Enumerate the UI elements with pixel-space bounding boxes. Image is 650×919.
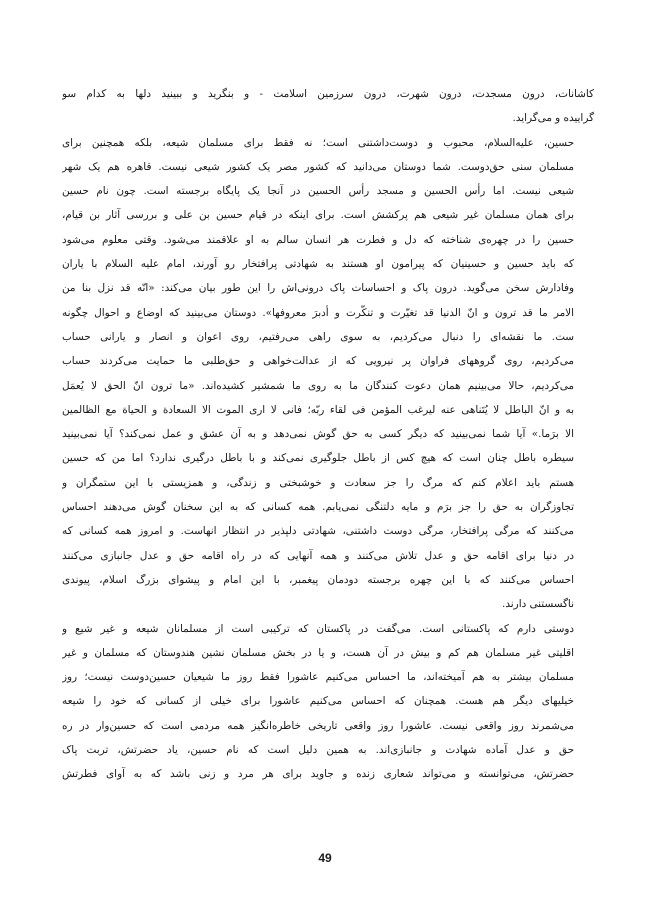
paragraph-3 [62, 617, 594, 787]
page-body [62, 82, 594, 787]
text-line: می‌شمرند روز واقعی نیست. عاشورا روز واقعی تاریخی خاطره‌انگیز همه مردمی است که حسین‌وار در ره [62, 719, 574, 732]
text-line: دوستی دارم که پاکستانی است. می‌گفت در پاکستان که ترکیبی است از مسلمانان شیعه و غیر شیع و [62, 622, 574, 635]
text-line: الا برَما.» آیا شما نمی‌بینید که دیگر کسی به حق گوش نمی‌دهد و به آن عشق و عمل نمی‌کند؟ آیا نمی‌بینید [62, 428, 574, 441]
text-line: تجاوزگران به حق را جز برَم و مایه دلتنگی نمی‌یابم. همه کسانی که به این سخنان گوش می‌دهند احساس [62, 501, 574, 514]
text-line: حسین، علیه‌السلام، محبوب و دوست‌داشتنی است؛ نه فقط برای مسلمان شیعه، بلکه همچنین برای [62, 136, 574, 149]
text-line: می‌کردیم، روی گروههای فراوان پر نیرویی که از عدالت‌خواهی و حق‌طلبی ما حمایت می‌کردند حساب [62, 355, 574, 368]
text-line: احساس می‌کنند که با این چهره برجسته دودمان پیغمبر، با این امام و پیشوای بزرگ اسلام، پیوندی [62, 573, 574, 586]
text-line: به و انّ الباطل لا یُتَناهی عنه لیرغب المؤمن فی لقاء ربّه؛ فانی لا اری الموت الا السعادة و الحیاة مع الظالمین [62, 403, 574, 416]
text-line: سیطره باطل چنان است که هیچ کس از باطل جلوگیری نمی‌کند و با باطل درگیری ندارد؟ اما من که حسین [62, 452, 574, 465]
text-line: حسین را در چهره‌ی شناخته که دل و فطرت هر انسان سالم به او علاقمند می‌شود. وقتی معلوم می‌شود [62, 233, 574, 246]
text-line: در دنیا برای اقامه حق و عدل تلاش می‌کنند و همه آنهایی که در راه اقامه حق و عدل جانبازی می‌کنند [62, 549, 574, 562]
page-number: 49 [318, 851, 332, 865]
text-line: خیلیهای دیگر هم هست. همچنان که احساس می‌کنیم عاشورا برای خیلی از کسانی که خود را شیعه [62, 695, 574, 708]
text-line: مسلمان بیشتر به هم آمیخته‌اند، ما احساس می‌کنیم عاشورا فقط روز ما شیعیان حسین‌دوست نیست؛ روز [62, 671, 574, 684]
text-line: می‌کردیم، حالا می‌بینیم همان دعوت کنندگان ما به روی ما شمشیر کشیده‌اند. «ما ترون انّ الحق لا یُعمَل [62, 379, 574, 392]
text-line: حق و عدل آماده شهادت و جانبازی‌اند. به همین دلیل است که نام حسین، یاد حضرتش، تربت پاک [62, 744, 574, 757]
text-line: گراییده و می‌گراید. [512, 112, 594, 125]
text-line: هستم باید اعلام کنم که مرگ را جز سعادت و خوشبختی و زندگی، و همزیستی با این ستمگران و [62, 476, 574, 489]
text-line: ناگسستنی دارند. [502, 598, 574, 611]
paragraph-1 [62, 82, 594, 131]
text-line: وفادارش سخن می‌گوید. درون پاک و احساسات پاک درونی‌اش را این طور بیان می‌کند: «انّه قد نزل بنا من [62, 282, 574, 295]
text-line: برای همان مسلمان غیر شیعی هم پرکشش است. برای اینکه در قیام حسین بن علی و بررسی آثار بن قیام، [62, 209, 574, 222]
text-line: الامر ما قد ترون و انّ الدنیا قد تغیّرت و تنکّرت و أدبرَ معروفها». دوستان می‌بینید که اوضاع و احوال چگونه [62, 306, 574, 319]
text-line: شیعی نیست. اما رأس الحسین و مسجد رأس الحسین در آنجا یک پایگاه برجسته است. چون نام حسین [62, 185, 574, 198]
text-line: ست. ما نقشه‌ای را دنبال می‌کردیم، به سوی راهی می‌رفتیم، روی اعوان و انصار و یارانی حساب [62, 330, 574, 343]
paragraph-2 [62, 131, 594, 617]
text-line: که باید حسین و حسینیان که پیرامون او هستند به شهادتی پرافتخار رو آورند، امام علیه السلام با یاران [62, 258, 574, 271]
text-line: کاشانات، درون مسجدت، درون شهرت، درون سرزمین اسلامت - و بنگرید و ببینید دلها به کدام سو [62, 88, 594, 100]
text-line: می‌کنند که مرگی پرافتخار، مرگی دوست داشتنی، شهادتی دلپذیر در انتظار انهاست. و امروز همه کسانی که [62, 525, 574, 538]
text-line: مسلمان سنی حق‌دوست. شما دوستان می‌دانید که کشور مصر یک کشور شیعی نیست. قاهره هم یک شهر [62, 160, 574, 173]
text-line: حضرتش، می‌توانسته و می‌تواند شعاری زنده و جاوید برای هر مرد و زنی باشد که به آوای فطرتش [62, 768, 574, 781]
text-line: اقلیتی غیر مسلمان هم کم و بیش در آن هست، و یا در بخش مسلمان نشین هندوستان که مسلمان و غیر [62, 646, 574, 659]
